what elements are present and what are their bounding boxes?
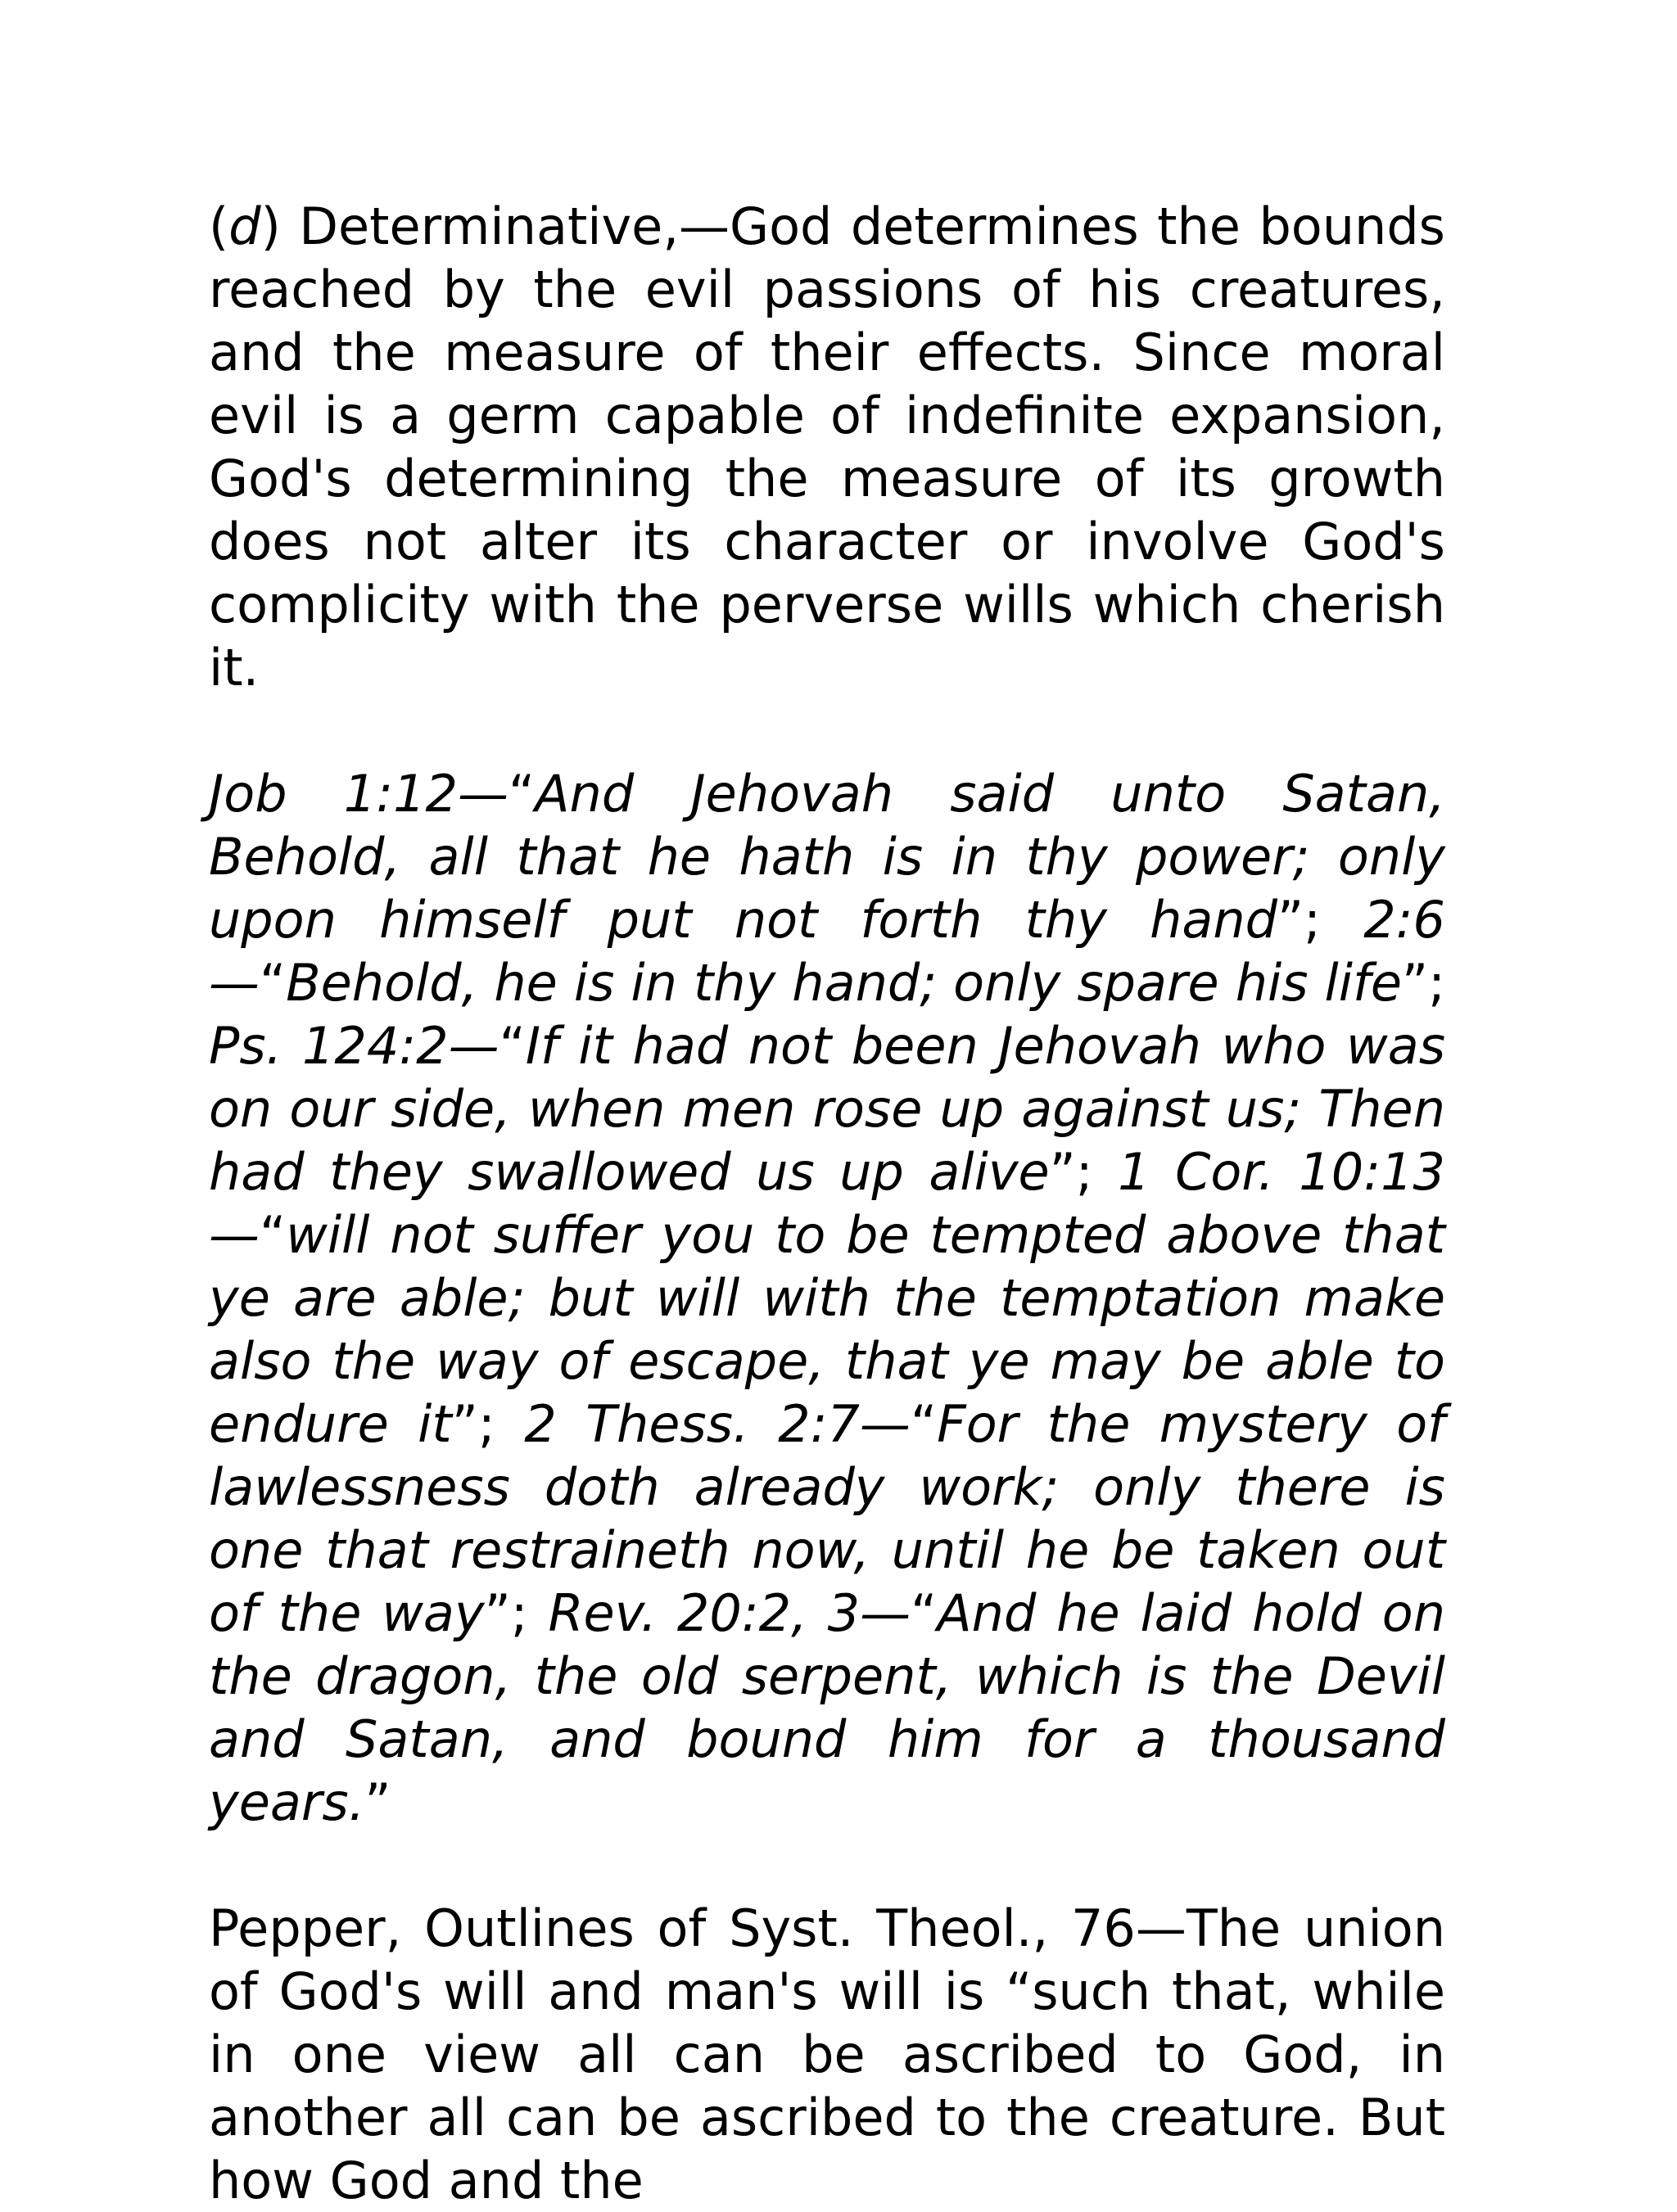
citation-psalm-text: If it had not been Jehovah who was on our side, when men rose up against us; Then had they swallowed us up alive — [209, 1016, 1445, 1202]
citation-corinthians-text: will not suffer you to be tempted above that ye are able; but will with the temptation make also the way of escape, that ye may be able to endure it — [209, 1205, 1445, 1454]
paragraph-pepper: Pepper, Outlines of Syst. Theol., 76—The union of God's will and man's will is “such that, while in one view all can be ascribed to God, in another all can be ascribed to the creature. But how God and the — [209, 1898, 1445, 2210]
citation-job2-ref: 2:6— — [209, 890, 1445, 1013]
citation-thessalonians-text: For the mystery of lawlessness doth already work; only there is one that restraineth now, until he be taken out of the way — [209, 1394, 1446, 1643]
quote-mark: ”; — [451, 1394, 525, 1454]
paragraph-determinative-text: ) Determinative,—God determines the bounds reached by the evil passions of his creatures, and the measure of their effects. Since moral evil is a germ capable of indefinite expansion, God's determining the measure of its growth does not alter its character or involve God's complicity with the perverse wills which cherish it. — [209, 196, 1445, 697]
quote-mark: “ — [260, 953, 287, 1013]
quote-mark: “ — [509, 764, 536, 824]
quote-mark: ”; — [1277, 890, 1364, 950]
quote-mark: “ — [910, 1394, 938, 1454]
citation-revelation-ref: Rev. 20:2, 3— — [548, 1583, 911, 1643]
citation-psalm-ref: Ps. 124:2— — [209, 1016, 499, 1076]
quote-mark: ”; — [1049, 1142, 1119, 1202]
scripture-citations — [209, 762, 1445, 1834]
citation-revelation-text: And he laid hold on the dragon, the old serpent, which is the Devil and Satan, and bound him for a thousand years. — [209, 1583, 1445, 1832]
citation-job-text: And Jehovah said unto Satan, Behold, all that he hath is in thy power; only upon himself put not forth thy hand — [209, 764, 1445, 950]
quote-mark: “ — [260, 1205, 287, 1265]
paragraph-determinative — [209, 195, 1445, 699]
citation-corinthians-ref: 1 Cor. 10:13— — [209, 1142, 1445, 1265]
quote-mark: “ — [499, 1016, 526, 1076]
open-paren: ( — [209, 196, 229, 256]
quote-mark: ”; — [484, 1583, 549, 1643]
quote-mark: ”; — [1401, 953, 1445, 1013]
citation-job2-text: Behold, he is in thy hand; only spare his life — [286, 953, 1402, 1013]
citation-job-ref: Job 1:12— — [209, 764, 509, 824]
quote-mark: ” — [364, 1772, 391, 1832]
document-page — [209, 195, 1445, 2212]
citation-thessalonians-ref: 2 Thess. 2:7— — [524, 1394, 911, 1454]
item-letter: d — [228, 196, 261, 256]
quote-mark: “ — [911, 1583, 938, 1643]
